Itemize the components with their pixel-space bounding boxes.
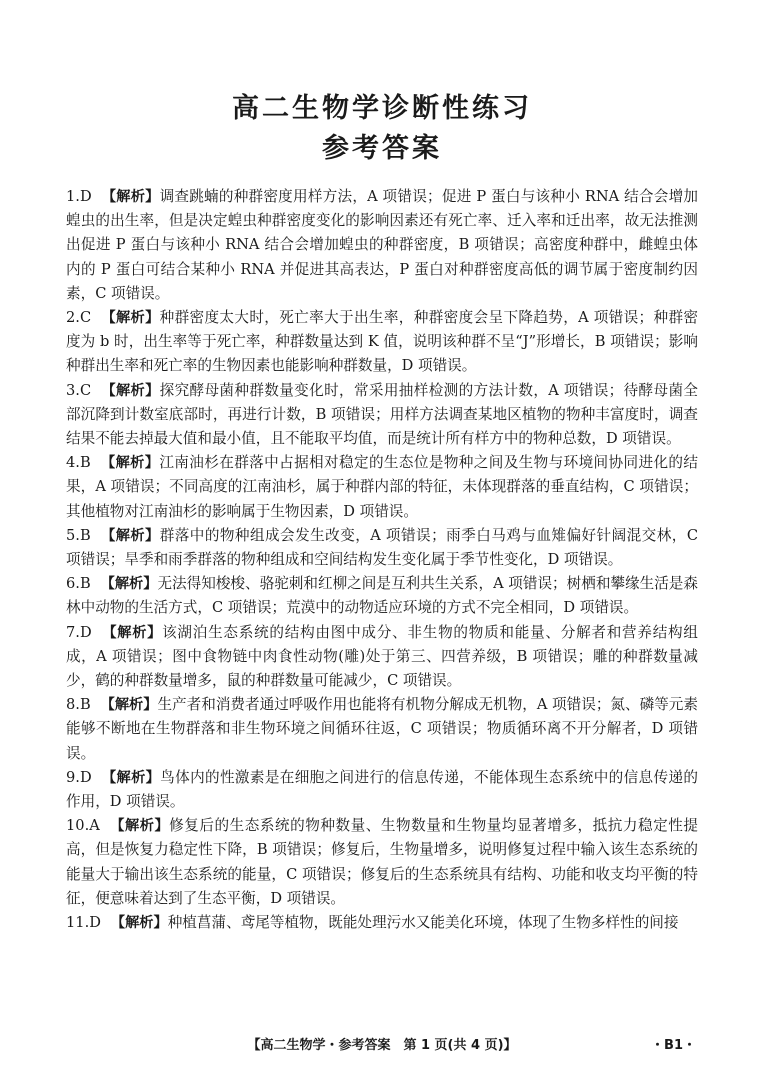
answer-item-9 — [66, 766, 698, 814]
page-title: 高二生物学诊断性练习 — [232, 93, 532, 124]
analysis-text: 种群密度太大时，死亡率大于出生率，种群密度会呈下降趋势，A 项错误；种群密度为 b 时，出生率等于死亡率，种群数量达到 K 值，说明该种群不呈“J”形增长，B 项错误；影响种群出生率和死亡率的生物因素也能影响种群数量，D 项错误。 — [66, 309, 698, 375]
item-answer: C — [79, 381, 92, 399]
answer-item-1 — [66, 185, 698, 306]
item-answer: B — [79, 454, 91, 472]
analysis-text: 江南油杉在群落中占据相对稳定的生态位是物种之间及生物与环境间协同进化的结果，A 项错误；不同高度的江南油杉，属于种群内部的特征，未体现群落的垂直结构，C 项错误；其他植物对江南油杉的影响属于生物因素，D 项错误。 — [66, 454, 698, 520]
answer-item-2 — [66, 306, 698, 379]
answer-item-6 — [66, 572, 698, 620]
analysis-tag: 【解析】 — [100, 527, 160, 544]
item-number: 8. — [66, 696, 80, 714]
analysis-text: 生产者和消费者通过呼吸作用也能将有机物分解成无机物，A 项错误；氮、磷等元素能够不断地在生物群落和非生物环境之间循环往返，C 项错误；物质循环离不开分解者，D 项错误。 — [66, 696, 698, 762]
analysis-tag: 【解析】 — [110, 915, 168, 932]
analysis-text: 鸟体内的性激素是在细胞之间进行的信息传递，不能体现生态系统中的信息传递的作用，D 项错误。 — [66, 768, 698, 811]
item-answer: A — [89, 817, 100, 835]
answer-item-8 — [66, 693, 698, 766]
analysis-tag: 【解析】 — [101, 189, 160, 205]
item-answer: B — [79, 696, 91, 714]
item-number: 11. — [66, 914, 90, 932]
analysis-tag: 【解析】 — [100, 697, 158, 714]
analysis-text: 无法得知梭梭、骆驼刺和红柳之间是互利共生关系，A 项错误；树栖和攀缘生活是森林中动物的生活方式，C 项错误；荒漠中的动物适应环境的方式不完全相同，D 项错误。 — [66, 575, 698, 617]
answer-item-7 — [66, 621, 698, 694]
analysis-tag: 【解析】 — [101, 769, 161, 786]
answer-item-4 — [66, 451, 698, 524]
item-number: 6. — [66, 575, 80, 593]
analysis-tag: 【解析】 — [100, 455, 160, 472]
analysis-tag: 【解析】 — [101, 382, 160, 399]
item-number: 4. — [66, 454, 80, 472]
analysis-tag: 【解析】 — [109, 818, 170, 835]
page-subtitle: 参考答案 — [322, 133, 442, 164]
answer-item-3 — [66, 379, 698, 452]
item-answer: B — [79, 526, 91, 544]
item-number: 9. — [66, 768, 80, 786]
answer-item-5 — [66, 524, 698, 572]
item-number: 10. — [66, 817, 90, 835]
analysis-text: 种植菖蒲、鸢尾等植物，既能处理污水又能美化环境，体现了生物多样性的间接 — [167, 914, 679, 932]
item-number: 5. — [66, 526, 80, 544]
item-number: 7. — [66, 623, 80, 641]
item-number: 3. — [66, 381, 80, 399]
analysis-text: 调查跳蝻的种群密度用样方法，A 项错误；促进 P 蛋白与该种小 RNA 结合会增加蝗虫的出生率，但是决定蝗虫种群密度变化的影响因素还有死亡率、迁入率和迁出率，故无法推测出促进 P 蛋白与该种小 RNA 结合会增加蝗虫的种群密度，B 项错误；高密度种群中，雌蝗虫体内的 P 蛋白可结合某种小 RNA 并促进其高表达，P 蛋白对种群密度高低的调节属于密度制约因素，C 项错误。 — [66, 188, 698, 302]
item-answer: C — [79, 309, 92, 327]
analysis-text: 探究酵母菌种群数量变化时，常采用抽样检测的方法计数，A 项错误；待酵母菌全部沉降到计数室底部时，再进行计数，B 项错误；用样方法调查某地区植物的物种丰富度时，调查结果不能去掉最大值和最小值，且不能取平均值，而是统计所有样方中的物种总数，D 项错误。 — [66, 381, 698, 448]
item-answer: D — [89, 914, 101, 932]
item-answer: D — [79, 623, 92, 641]
analysis-text: 群落中的物种组成会发生改变，A 项错误；雨季白马鸡与血雉偏好针阔混交林，C 项错误；旱季和雨季群落的物种组成和空间结构发生变化属于季节性变化，D 项错误。 — [66, 526, 698, 569]
item-answer: D — [79, 188, 92, 205]
paper-code: ・B1・ — [651, 1038, 696, 1053]
analysis-text: 该湖泊生态系统的结构由图中成分、非生物的物质和能量、分解者和营养结构组成，A 项错误；图中食物链中肉食性动物(雕)处于第三、四营养级，B 项错误；雕的种群数量减少，鹤的种群数量增多，鼠的种群数量可能减少，C 项错误。 — [66, 623, 698, 690]
analysis-tag: 【解析】 — [101, 310, 160, 327]
analysis-tag: 【解析】 — [100, 576, 158, 593]
analysis-text: 修复后的生态系统的物种数量、生物数量和生物量均显著增多，抵抗力稳定性提高，但是恢复力稳定性下降，B 项错误；修复后，生物量增多，说明修复过程中输入该生态系统的能量大于输出该生态系统的能量，C 项错误；修复后的生态系统具有结构、功能和收支均平衡的特征，便意味着达到了生态平衡，D 项错误。 — [66, 817, 698, 907]
page-footer: 【高二生物学・参考答案 第 1 页(共 4 页)】 — [247, 1038, 517, 1053]
item-number: 1. — [66, 188, 80, 205]
item-answer: D — [79, 768, 92, 786]
item-answer: B — [79, 575, 91, 593]
answer-item-10 — [66, 814, 698, 911]
answer-item-11 — [66, 911, 698, 935]
item-number: 2. — [66, 309, 80, 327]
analysis-tag: 【解析】 — [101, 624, 163, 641]
answer-list — [66, 185, 698, 935]
